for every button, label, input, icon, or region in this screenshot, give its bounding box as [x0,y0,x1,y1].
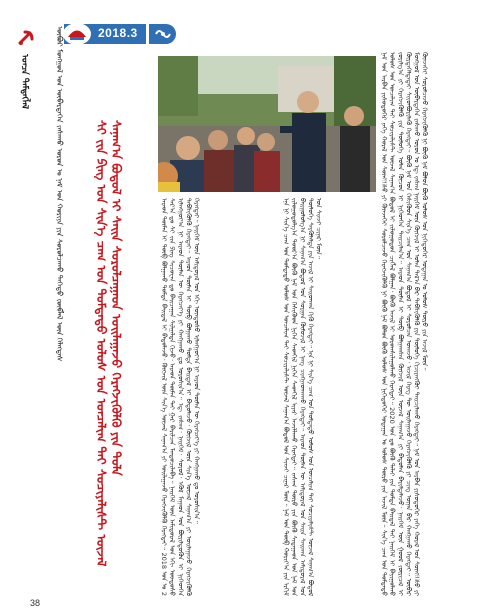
article-title: ᠰᠢ ᠵᠢᠨ ᠫᠢᠩ ᠤᠨ ᠰᠢᠨ᠎ᠡ ᠴᠠᠭ ᠤᠨ ᠳᠤᠮᠳᠠᠳᠤ ᠤᠯᠤᠰ ᠤᠨ ᠣᠨᠴᠠᠯᠢᠭ ᠲᠠᠢ ᠰᠣᠴᠢᠶᠠᠯᠢᠰᠲ ᠦᠵᠡᠯ ᠰᠠᠨᠠᠭ᠎ᠠ ᠪᠣᠳᠤᠯ ᠢ ᠰᠠᠢᠨ ᠰᠤᠷᠤᠯᠴᠠᠭᠠᠳ ᠣᠢᠯᠠᠭᠠᠵᠤ ᠬᠡᠷᠡᠭᠵᠢᠭᠦᠯᠬᠦ ᠶᠢᠨ ᠲᠤᠯᠠ [94,120,124,567]
header-divider [146,24,149,44]
crowd-photo-image [158,56,376,192]
ornament-icon [154,27,172,41]
party-emblem-icon [16,28,36,48]
section-label: ᠣᠨᠴᠠ ᠲᠡᠮᠳᠡᠭᠯᠡᠯ [19,54,29,110]
article-byline: ᠦᠪᠦᠷ ᠮᠣᠩᠭᠣᠯ ᠤᠨ ᠥᠪᠡᠷᠲᠡᠭᠡᠨ ᠵᠠᠰᠠᠬᠤ ᠣᠷᠣᠨ ᠤ ᠨᠠᠮ ᠤᠨ ᠬᠣᠷᠢᠶᠠ ᠶᠢᠨ ᠰᠤᠷᠤᠯᠴᠠᠬᠤ ᠳᠡᠭᠡᠳᠦ ᠵᠥᠪᠯᠡᠯ ᠦᠨ ᠬᠡᠯᠡᠭᠲᠡᠰ [55,26,64,362]
article-photo [158,56,376,192]
body-text-column-left: ᠠᠷᠠᠳ ᠲᠦᠮᠡᠨ ᠢ ᠲᠥᠪ ᠪᠣᠯᠭᠠᠬᠤ ᠳᠤᠮᠳᠠ ᠪᠠᠢᠳᠠᠯ ᠢ ᠪᠠᠲᠤᠯᠠᠵᠤ᠂ ᠬᠥᠭᠵᠢᠯ ᠦᠨ ᠰᠢᠨ᠎ᠡ ᠦᠵᠡᠯ ᠰᠠᠨᠠᠭ᠎ᠠ ᠶᠢ ᠣᠢᠯᠠᠭᠠᠵᠤ ᠬᠡᠷᠡᠭᠵᠢᠭᠦᠯᠬᠦ ᠬᠡᠷᠡᠭᠲᠡᠢ᠃ 2018 ᠣᠨ ᠤ 2 ᠰᠠᠷ᠎ᠠ ᠳᠤ ᠰᠢ ᠵᠢᠨ ᠫᠢᠩ ᠰᠢᠴᠤᠸᠠᠨ ᠳᠤ ᠪᠠᠢᠴᠠᠭᠠᠨ ᠰᠢᠯᠭᠠᠯᠲᠠ ᠬᠢᠵᠦ᠂ ᠠᠷᠠᠳ ᠲᠦᠮᠡᠨ ᠲᠡᠢ ᠭᠠᠷ ᠪᠠᠷᠢᠯᠴᠠᠨ ᠮᠡᠨᠳᠦᠴᠢᠯᠡᠪᠡ᠃ ᠨᠡᠢᠭᠡᠮ ᠦᠨ ᠠᠮᠢᠳᠤᠷᠠᠯ ᠤᠨ ᠡᠬᠢ ᠦᠨᠳᠦᠰᠦ ᠢᠯᠠᠩᠭᠤᠶ᠎ᠠ ᠨᠢ ᠠᠷᠠᠳ ᠲᠦᠮᠡᠨ ᠦ ᠬᠡᠷᠡᠭᠴᠡᠶ᠎ᠡ ᠶᠢ ᠬᠠᠩᠭᠠᠬᠤ ᠳᠤ ᠣᠷᠣᠰᠢᠨ᠎ᠠ᠃ ᠡᠳ᠋ ᠵᠠᠰᠠᠭ᠂ ᠨᠡᠢᠭᠡᠮ᠂ ᠰᠣᠶᠣᠯ᠂ ᠡᠭᠦᠯ ᠮᠠᠭᠠᠳ ᠤᠨ ᠪᠦᠷᠢᠯᠳᠦᠬᠦᠨ ᠢ ᠨᠢᠭᠡᠳᠬᠡᠨ ᠳᠡᠪᠰᠢᠭᠦᠯᠬᠦ ᠬᠡᠷᠡᠭᠲᠡᠢ᠃ ᠠᠷᠠᠳ ᠲᠦᠮᠡᠨ ᠢ ᠲᠥᠪ ᠪᠣᠯᠭᠠᠬᠤ ᠳᠤᠮᠳᠠ ᠪᠠᠢᠳᠠᠯ ᠢ ᠪᠠᠲᠤᠯᠠᠵᠤ᠂ ᠬᠥᠭᠵᠢᠯ ᠦᠨ ᠰᠢᠨ᠎ᠡ ᠦᠵᠡᠯ ᠰᠠᠨᠠᠭ᠎ᠠ ᠶᠢ ᠣᠢᠯᠠᠭᠠᠵᠤ ᠬᠡᠷᠡᠭᠵᠢᠭᠦᠯᠬᠦ ᠬᠡᠷᠡᠭᠲᠡᠢ᠃ ᠨᠡᠢᠭᠡᠮ ᠦᠨ ᠠᠮᠢᠳᠤᠷᠠᠯ ᠤᠨ ᠡᠬᠢ ᠦᠨᠳᠦᠰᠦ ᠢᠯᠠᠩᠭᠤᠶ᠎ᠠ ᠨᠢ ᠠᠷᠠᠳ ᠲᠦᠮᠡᠨ ᠦ ᠬᠡᠷᠡᠭᠴᠡᠶ᠎ᠡ ᠶᠢ ᠬᠠᠩᠭᠠᠬᠤ ᠳᠤ ᠣᠷᠣᠰᠢᠨ᠎ᠠ᠃ [160,198,201,596]
body-text-column-middle: ᠡᠨᠡ ᠨᠢ ᠰᠢᠨ᠎ᠡ ᠴᠠᠭ ᠤᠨ ᠳᠤᠮᠳᠠᠳᠤ ᠤᠯᠤᠰ ᠤᠨ ᠣᠨᠴᠠᠯᠢᠭ ᠲᠠᠢ ᠰᠣᠴᠢᠶᠠᠯᠢᠰᠲ ᠦᠵᠡᠯ ᠰᠠᠨᠠᠭ᠎ᠠ ᠪᠣᠳᠤᠯ ᠤᠨ ᠰᠢᠨᠵᠢ ᠴᠢᠨᠠᠷ ᠮᠥᠨ᠃ ᠨᠠᠮ ᠤᠨ ᠲᠥᠪ ᠬᠣᠷᠢᠶ᠎ᠠ ᠶᠢᠨ ᠡᠷᠬᠢᠮ ᠵᠢᠯᠤᠭᠤᠳᠤᠯᠭ᠎ᠠ ᠳᠣᠣᠷ᠎ᠠ ᠪᠦᠬᠦ ᠨᠠᠮ ᠤᠨ ᠭᠡᠰᠢᠭᠦᠳ ᠨᠢᠭᠡᠨ ᠰᠡᠳᠬᠢᠯ ᠨᠢᠭᠡᠨ ᠰᠡᠳᠬᠢᠯ ᠢᠶᠡᠷ ᠠᠵᠢᠯᠯᠠᠬᠤ ᠬᠡᠷᠡᠭᠲᠡᠢ᠃ ᠵᠠᠰᠠᠭ ᠲᠥᠷᠦ ᠶᠢᠨ ᠪᠦᠬᠦ ᠰᠢᠲᠠᠭᠠᠳ ᠤᠨ ᠨᠠᠮ ᠤᠨ ᠪᠠᠢᠭᠤᠯᠤᠯᠭ᠎ᠠ ᠨᠢ ᠰᠠᠨᠠᠭ᠎ᠠ ᠪᠣᠳᠤᠯ ᠤᠨ ᠰᠤᠷᠭᠠᠨ ᠬᠥᠮᠦᠵᠢᠯ ᠢ ᠨᠡᠩ ᠴᠢᠩᠭᠠᠳᠬᠠᠬᠤ ᠬᠡᠷᠡᠭᠲᠡᠢ᠃ ᠠᠷᠠᠳ ᠲᠦᠮᠡᠨ ᠦ ᠠᠮᠢᠳᠤᠷᠠᠯ ᠤᠨ ᠰᠠᠢᠨ ᠰᠠᠢᠬᠠᠨ ᠠᠮᠢᠳᠤᠷᠠᠯ ᠤᠨ ᠲᠥᠯᠦᠭᠡ ᠰᠡᠷᠭᠦᠯᠡᠯᠲᠡ ᠶᠢᠨ ᠠᠵᠢᠯ ᠢ ᠰᠠᠢᠳᠬᠠᠨ ᠬᠢᠬᠦ ᠬᠡᠷᠡᠭᠲᠡᠢ᠃ ᠡᠨᠡ ᠨᠢ ᠰᠢᠨ᠎ᠡ ᠴᠠᠭ ᠤᠨ ᠳᠤᠮᠳᠠᠳᠤ ᠤᠯᠤᠰ ᠤᠨ ᠣᠨᠴᠠᠯᠢᠭ ᠲᠠᠢ ᠰᠣᠴᠢᠶᠠᠯᠢᠰᠲ ᠦᠵᠡᠯ ᠰᠠᠨᠠᠭ᠎ᠠ ᠪᠣᠳᠤᠯ ᠤᠨ ᠰᠢᠨᠵᠢ ᠴᠢᠨᠠᠷ ᠮᠥᠨ᠃ [282,198,323,596]
body-text-column-right: ᠨᠠᠮ ᠤᠨ ᠠᠷᠪᠠᠨ ᠶᠢᠰᠦᠳᠦᠭᠡᠷ ᠶᠡᠬᠡ ᠬᠤᠷᠠᠯ ᠤᠨ ᠰᠦᠩ᠋ᠰᠦ ᠶᠢ ᠭᠦᠨᠵᠡᠭᠡᠢ ᠰᠤᠷᠤᠯᠴᠠᠵᠤ ᠬᠡᠷᠡᠭᠵᠢᠭᠦᠯᠬᠦ ᠨᠢ ᠪᠦᠬᠦ ᠨᠠᠮ ᠪᠣᠯᠤᠨ ᠪᠦᠬᠦ ᠤᠯᠤᠰ ᠤᠨ ᠨᠢᠭᠡᠳᠦᠭᠡᠷ ᠤᠳᠠᠭᠠᠨ ᠤ ᠤᠯᠤᠰ ᠲᠥᠷᠦ ᠶᠢᠨ ᠠᠵᠢᠯ ᠮᠥᠨ᠃ ᠰᠢᠨ᠎ᠡ ᠴᠠᠭ ᠤᠨ ᠳᠤᠮᠳᠠᠳᠤ ᠤᠯᠤᠰ ᠤᠨ ᠣᠨᠴᠠᠯᠢᠭ ᠲᠠᠢ ᠰᠣᠴᠢᠶᠠᠯᠢᠰᠲ ᠦᠵᠡᠯ ᠰᠠᠨᠠᠭ᠎ᠠ ᠪᠣᠳᠤᠯ ᠢ ᠵᠢᠯᠤᠭᠤᠳᠤᠨ ᠴᠢᠭᠯᠡᠯ ᠪᠣᠯᠭᠠᠨ᠂ ᠪᠦᠬᠦ ᠠᠵᠢᠯ ᠢ ᠤᠷᠤᠭᠰᠢᠯᠠᠭᠤᠯᠬᠤ ᠬᠡᠷᠡᠭᠲᠡᠢ᠃ 2020 ᠣᠨ ᠳᠤ ᠪᠦᠬᠦ ᠳᠠᠯᠠᠢ ᠶᠢᠨ ᠳᠤᠮᠳᠠ ᠪᠠᠢᠳᠠᠯ ᠲᠠᠢ ᠨᠡᠢᠭᠡᠮ ᠢ ᠪᠠᠶᠢᠭᠤᠯᠬᠤ ᠵᠣᠷᠢᠯᠭ᠎ᠠ ᠶᠢ ᠬᠡᠷᠡᠭᠵᠢᠭᠦᠯᠬᠦ ᠶᠢᠨ ᠲᠥᠯᠦᠭᠡ ᠣᠯᠠᠨ ᠬᠦᠴᠦᠨ ᠢ ᠨᠢᠭᠡᠳᠭᠡᠨ ᠳᠠᠢᠴᠢᠯᠠᠨ᠎ᠠ᠃ ᠠᠷᠠᠳ ᠲᠦᠮᠡᠨ ᠢ ᠲᠥᠪ ᠪᠣᠯᠭᠠᠭᠰᠠᠨ ᠬᠥᠭᠵᠢᠯ ᠦᠨ ᠦᠵᠡᠯ ᠰᠠᠨᠠᠭ᠎ᠠ ᠶᠢ ᠪᠠᠲᠤᠯᠠᠨ ᠪᠠᠷᠢᠮᠲᠠᠯᠠᠵᠤ᠂ ᠨᠡᠢᠭᠡᠮ ᠦᠨ ᠭᠣᠣᠯ ᠵᠥᠷᠢᠴᠡᠯ ᠢ ᠬᠦᠷᠲᠡᠭᠡᠯᠲᠡᠳᠡᠢ ᠰᠢᠢᠳᠪᠦᠷᠢᠯᠡᠬᠦ ᠬᠡᠷᠡᠭᠲᠡᠢ᠃ ᠪᠦᠬᠦ ᠨᠠᠮ ᠤᠨ ᠭᠡᠰᠢᠭᠦᠳ ᠰᠢᠨ᠎ᠡ ᠴᠠᠭ ᠤᠨ ᠰᠠᠨᠠᠭ᠎ᠠ ᠪᠣᠳᠤᠯ ᠢ ᠰᠤᠷᠤᠯᠴᠠᠨ ᠤᠬᠠᠵᠤ᠂ ᠠᠵᠢᠯ ᠬᠡᠷᠡᠭ ᠲᠦ ᠣᠢᠯᠠᠭᠠᠵᠤ ᠬᠡᠷᠡᠭᠵᠢᠭᠦᠯᠬᠦ ᠶᠢ ᠴᠢᠩ ᠦᠨᠡᠨ ᠪᠡᠷ ᠬᠠᠩᠭᠠᠬᠤ ᠬᠡᠷᠡᠭᠲᠡᠢ᠃ ᠥᠪᠡᠷ ᠮᠣᠩᠭᠣᠯ ᠤᠨ ᠥᠪᠡᠷᠲᠡᠭᠡᠨ ᠵᠠᠰᠠᠬᠤ ᠣᠷᠣᠨ ᠤ ᠡᠳ᠋ ᠵᠠᠰᠠᠭ ᠨᠡᠢᠭᠡᠮ ᠦᠨ ᠬᠥᠭᠵᠢᠯ ᠢ ᠣᠯᠠᠨ ᠲᠠᠯ᠎ᠠ ᠪᠠᠷ ᠳᠡᠪᠰᠢᠭᠦᠯᠬᠦ ᠶᠢᠨ ᠲᠥᠯᠦᠭᠡ ᠬᠢᠴᠢᠶᠡᠩᠭᠦᠢ ᠳᠠᠢᠴᠢᠯᠠᠬᠤ ᠬᠡᠷᠡᠭᠲᠡᠢ᠃ ᠨᠠᠮ ᠤᠨ ᠠᠷᠪᠠᠨ ᠶᠢᠰᠦᠳᠦᠭᠡᠷ ᠶᠡᠬᠡ ᠬᠤᠷᠠᠯ ᠤᠨ ᠰᠦᠩ᠋ᠰᠦ ᠶᠢ ᠭᠦᠨᠵᠡᠭᠡᠢ ᠰᠤᠷᠤᠯᠴᠠᠵᠤ ᠬᠡᠷᠡᠭᠵᠢᠭᠦᠯᠬᠦ ᠨᠢ ᠪᠦᠬᠦ ᠨᠠᠮ ᠪᠣᠯᠤᠨ ᠪᠦᠬᠦ ᠤᠯᠤᠰ ᠤᠨ ᠨᠢᠭᠡᠳᠦᠭᠡᠷ ᠤᠳᠠᠭᠠᠨ ᠤ ᠤᠯᠤᠰ ᠲᠥᠷᠦ ᠶᠢᠨ ᠠᠵᠢᠯ ᠮᠥᠨ᠃ [380,52,429,596]
page-number: 38 [30,598,41,608]
issue-number: 2018.3 [98,26,138,40]
